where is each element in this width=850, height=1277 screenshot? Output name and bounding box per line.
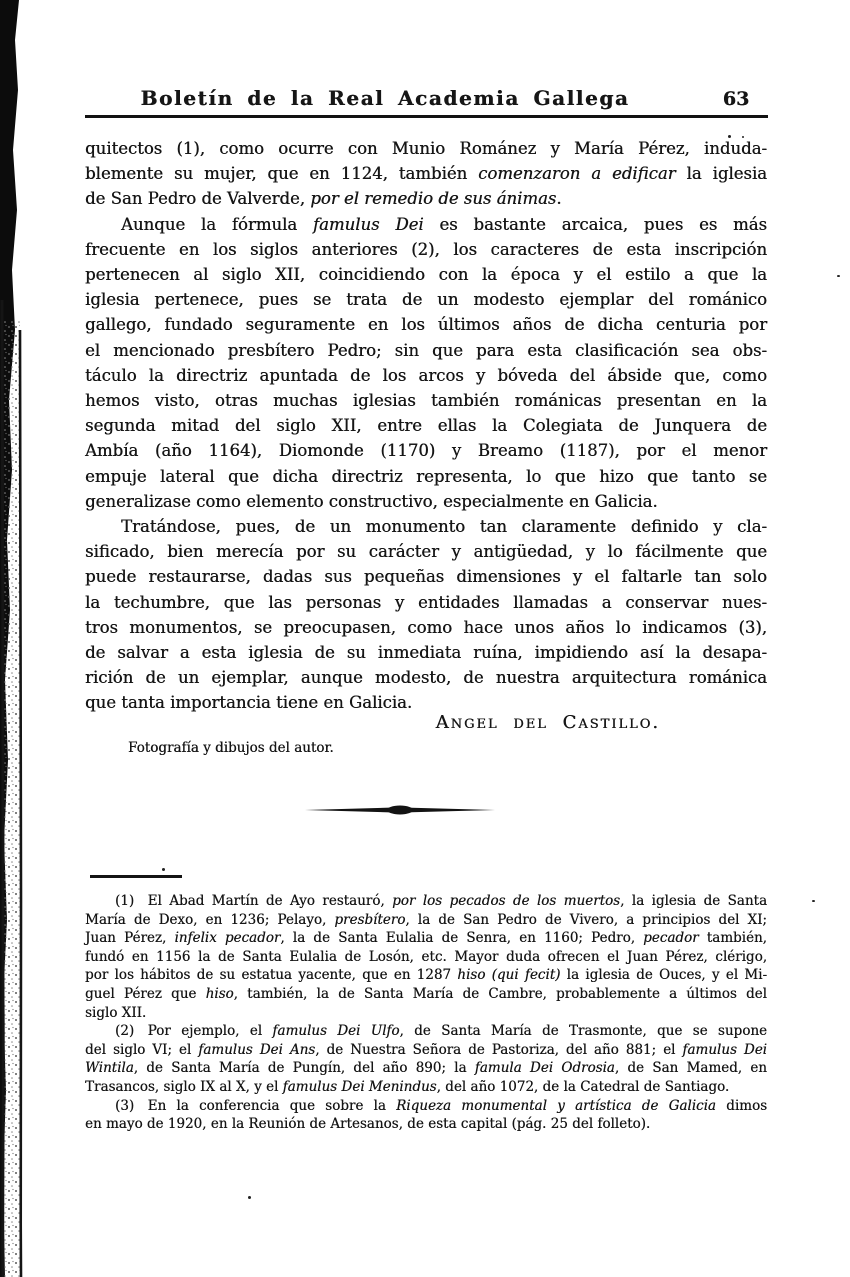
header-rule [85,115,768,118]
footnote-separator-rule [90,875,182,878]
footnotes-section [85,892,767,1134]
author-signature: Angel del Castillo. [435,712,660,733]
journal-header [85,86,685,110]
scan-speck [742,136,744,138]
text-line: frecuente en los siglos anteriores (2), los caracteres de esta inscripción [85,239,767,259]
text-line: puede restaurarse, dadas sus pequeñas dimensiones y el faltarle tan solo [85,567,767,587]
section-divider-ornament [305,804,495,816]
text-line: que tanta importancia tiene en Galicia. [85,693,413,713]
text-line: María de Dexo, en 1236; Pelayo, presbítero, la de San Pedro de Vivero, a principios del XI; [85,911,767,928]
text-line: gallego, fundado seguramente en los últimos años de dicha centuria por [85,315,767,335]
footnote [85,1022,767,1096]
body-paragraph [85,136,767,212]
text-line: siglo XII. [85,1004,147,1021]
article-body [85,136,767,716]
text-line: (3) En la conferencia que sobre la Riqueza monumental y artística de Galicia dimos [115,1097,768,1114]
text-line: tros monumentos, se preocupasen, como hace unos años lo indicamos (3), [85,617,767,637]
text-line: la techumbre, que las personas y entidades llamadas a conservar nues- [85,592,767,612]
text-line: el mencionado presbítero Pedro; sin que para esta clasificación sea obs- [85,340,767,360]
scan-speck [812,900,815,902]
body-paragraph [85,514,767,716]
text-line: guel Pérez que hiso, también, la de Santa María de Cambre, probablemente a últimos del [85,985,767,1002]
text-line: sificado, bien merecía por su carácter y antigüedad, y lo fácilmente que [85,542,767,562]
text-line: fundó en 1156 la de Santa Eulalia de Losón, etc. Mayor duda ofrecen el Juan Pérez, clérigo, [85,948,767,965]
scan-speck [162,868,165,871]
text-line: segunda mitad del siglo XII, entre ellas la Colegiata de Junquera de [85,416,767,436]
page-number: 63 [722,88,750,110]
scan-speck [248,1196,251,1199]
text-line: iglesia pertenece, pues se trata de un modesto ejemplar del románico [85,290,767,310]
text-line: Aunque la fórmula famulus Dei es bastante arcaica, pues es más [121,214,767,234]
text-line: generalizase como elemento constructivo, especialmente en Galicia. [85,491,658,511]
text-line: empuje lateral que dicha directriz representa, lo que hizo que tanto se [85,466,767,486]
journal-title: Boletín de la Real Academia Gallega [140,86,630,110]
text-line: Juan Pérez, infelix pecador, la de Santa Eulalia de Senra, en 1160; Pedro, pecador también, [85,930,767,947]
text-line: de San Pedro de Valverde, por el remedio de sus ánimas. [85,189,562,209]
text-line: en mayo de 1920, en la Reunión de Artesanos, de esta capital (pág. 25 del folleto). [85,1116,651,1133]
text-line: Wintila, de Santa María de Pungín, del año 890; la famula Dei Odrosia, de San Mamed, en [85,1060,767,1077]
text-line: por los hábitos de su estatua yacente, que en 1287 hiso (qui fecit) la iglesia de Ouces, y el Mi- [85,967,768,984]
text-line: táculo la directriz apuntada de los arcos y bóveda del ábside que, como [85,365,767,385]
photo-credit: Fotografía y dibujos del autor. [128,740,334,756]
text-line: rición de un ejemplar, aunque modesto, de nuestra arquitectura románica [85,668,767,688]
scan-speck [837,275,840,277]
text-line: Tratándose, pues, de un monumento tan claramente definido y cla- [121,517,767,537]
text-line: Trasancos, siglo IX al X, y el famulus Dei Menindus, del año 1072, de la Catedral de Santiago. [85,1078,730,1095]
text-line: (1) El Abad Martín de Ayo restauró, por los pecados de los muertos, la iglesia de Santa [115,893,767,909]
text-line: quitectos (1), como ocurre con Munio Románez y María Pérez, induda- [85,139,767,158]
body-paragraph [85,212,767,514]
footnote [85,1097,767,1134]
text-line: del siglo VI; el famulus Dei Ans, de Nuestra Señora de Pastoriza, del año 881; el famulus Dei [85,1041,768,1058]
text-line: de salvar a esta iglesia de su inmediata ruína, impidiendo así la desapa- [85,643,767,663]
text-line: blemente su mujer, que en 1124, también comenzaron a edificar la iglesia [85,164,768,184]
text-line: hemos visto, otras muchas iglesias también románicas presentan en la [85,391,767,411]
text-line: pertenecen al siglo XII, coincidiendo con la época y el estilo a que la [85,265,767,285]
text-line: (2) Por ejemplo, el famulus Dei Ulfo, de Santa María de Trasmonte, que se supone [115,1023,768,1040]
footnote [85,892,767,1022]
text-line: Ambía (año 1164), Diomonde (1170) y Breamo (1187), por el menor [85,441,767,461]
scan-speck [728,135,731,138]
binding-edge-artifact [0,0,26,1277]
